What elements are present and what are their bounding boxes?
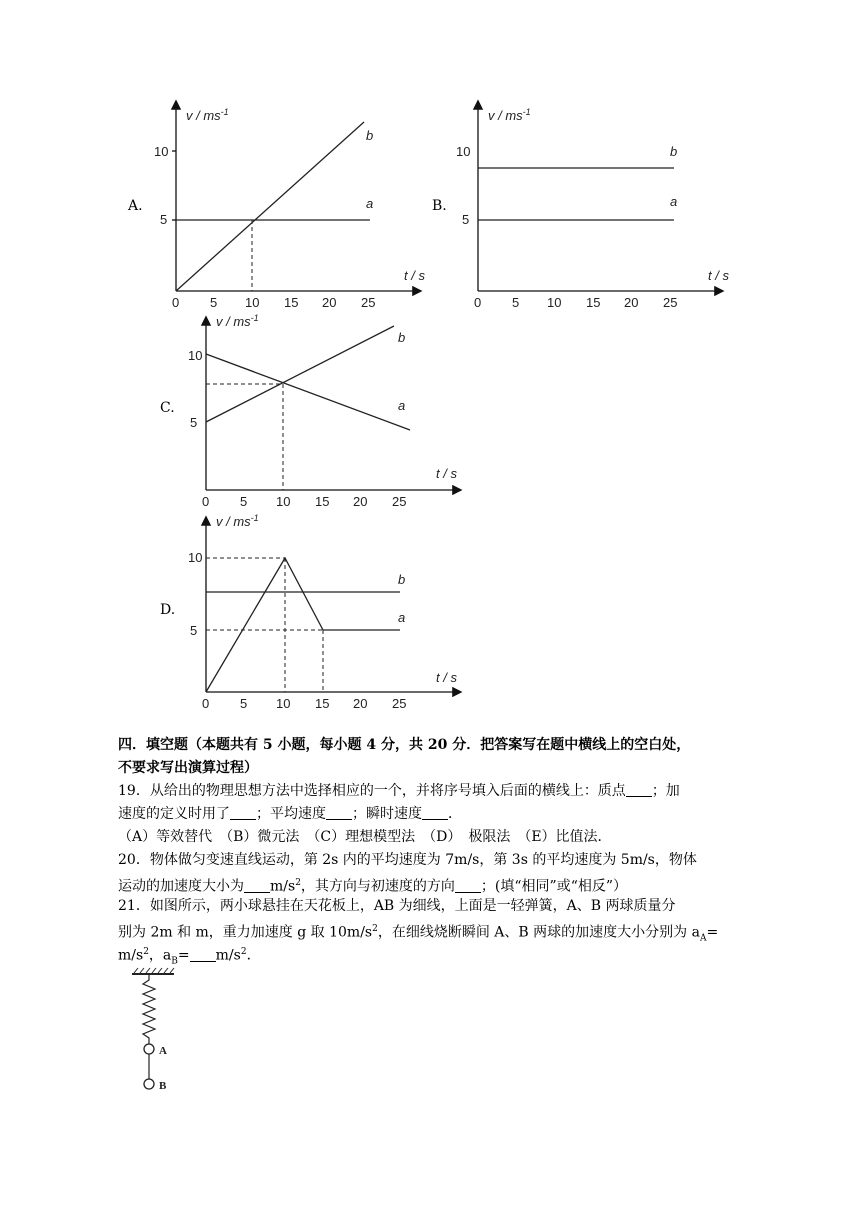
answer-blank[interactable]	[326, 805, 352, 820]
option-d-label: D.	[160, 602, 176, 618]
graph-b	[442, 96, 732, 316]
answer-blank[interactable]	[626, 782, 652, 797]
q21-line2: 别为 2m 和 m，重力加速度 g 取 $10m/s^2$，在细线烧断瞬间 A、B 两球的加速度大小分别为 $a_A=$	[118, 924, 719, 944]
y-axis-label: v / $ms^{-1}$	[216, 313, 259, 329]
q20-text: ，其方向与初速度的方向	[300, 878, 455, 895]
x-tick-label: 0	[202, 696, 210, 711]
x-axis-label: t / s	[436, 670, 457, 685]
ball-b	[144, 1079, 154, 1089]
q21-text: ．	[246, 947, 261, 964]
y-tick-label: 10	[188, 348, 203, 363]
series-b-label: b	[670, 144, 678, 159]
series-b-label: b	[366, 128, 374, 143]
ball-b-label: B	[159, 1080, 167, 1092]
x-tick-label: 5	[210, 295, 218, 310]
q21-text: 别为 2m 和 m，重力加速度 g 取 10m/s	[118, 924, 373, 941]
x-tick-label: 10	[245, 295, 260, 310]
q19-text: ；加	[651, 783, 680, 799]
series-a-line	[206, 354, 410, 430]
x-tick-label: 25	[392, 494, 407, 509]
y-tick-label: 5	[190, 623, 198, 638]
option-a-label: A.	[128, 198, 143, 214]
q21-text: ，a	[148, 947, 172, 964]
q19-line1	[118, 780, 738, 803]
x-axis-label: t / s	[436, 466, 457, 481]
answer-blank[interactable]	[190, 947, 216, 962]
q21-text: =	[177, 947, 190, 964]
graph-d	[170, 512, 470, 712]
series-a-line	[206, 558, 400, 692]
x-tick-label: 20	[353, 494, 368, 509]
series-a-label: a	[398, 610, 406, 625]
series-a-label: a	[670, 194, 678, 209]
q21-text: =	[706, 924, 719, 941]
q21-text: ，在细线烧断瞬间 A、B 两球的加速度大小分别为 a	[377, 924, 700, 941]
x-tick-label: 15	[315, 696, 330, 711]
series-a-label: a	[366, 196, 374, 211]
q20-text: m/s	[270, 878, 296, 895]
answer-blank[interactable]	[455, 878, 481, 893]
spring-diagram	[128, 966, 188, 1098]
y-tick-label: 5	[190, 415, 198, 430]
section-heading-line2: 不要求写出演算过程）	[118, 760, 258, 776]
x-axis-label: t / s	[404, 268, 425, 283]
y-axis-label: v / $ms^{-1}$	[216, 513, 259, 529]
x-tick-label: 5	[240, 494, 248, 509]
x-tick-label: 25	[392, 696, 407, 711]
q19-text: ．	[448, 806, 462, 822]
series-b-label: b	[398, 330, 406, 345]
q19-options: （A）等效替代 （B）微元法 （C）理想模型法 （D） 极限法 （E）比值法．	[118, 829, 612, 845]
q19-text: 19．从给出的物理思想方法中选择相应的一个，并将序号填入后面的横线上：质点	[118, 783, 626, 799]
x-tick-label: 0	[172, 295, 180, 310]
x-tick-label: 10	[276, 494, 291, 509]
ceiling-hatch	[134, 968, 174, 973]
x-tick-label: 20	[322, 295, 337, 310]
series-b-label: b	[398, 572, 406, 587]
x-tick-label: 15	[315, 494, 330, 509]
y-tick-label: 10	[188, 550, 203, 565]
q21-text: m/s	[118, 947, 144, 964]
graph-c	[170, 312, 470, 512]
y-tick-label: 5	[160, 212, 168, 227]
x-tick-label: 10	[276, 696, 291, 711]
ball-a-label: A	[159, 1045, 167, 1057]
q20-text: 运动的加速度大小为	[118, 878, 244, 895]
q20-line1: 20．物体做匀变速直线运动，第 2s 内的平均速度为 7m/s，第 3s 的平均速度为 5m/s，物体	[118, 852, 697, 868]
answer-blank[interactable]	[422, 805, 448, 820]
x-tick-label: 0	[202, 494, 210, 509]
q21-line1: 21．如图所示，两小球悬挂在天花板上，AB 为细线，上面是一轻弹簧，A、B 两球质量分	[118, 898, 676, 914]
y-tick-label: 10	[456, 144, 471, 159]
x-tick-label: 25	[361, 295, 376, 310]
y-axis-label: v / $ms^{-1}$	[488, 107, 531, 123]
subscript: B	[171, 956, 178, 967]
option-b-label: B.	[432, 198, 447, 214]
y-axis-label: v / $ms^{-1}$	[186, 107, 229, 123]
x-tick-label: 0	[474, 295, 482, 310]
x-tick-label: 25	[663, 295, 678, 310]
section-heading-line1: 四．填空题（本题共有 5 小题，每小题 4 分，共 20 分．把答案写在题中横线上的空白处，	[118, 737, 691, 753]
answer-blank[interactable]	[244, 878, 270, 893]
q19-text: ；瞬时速度	[352, 806, 422, 822]
x-tick-label: 20	[624, 295, 639, 310]
answer-blank[interactable]	[230, 805, 256, 820]
x-tick-label: 5	[512, 295, 520, 310]
series-b-line	[176, 122, 364, 291]
x-axis-label: t / s	[708, 268, 729, 283]
q19-line2	[118, 803, 738, 826]
y-tick-label: 5	[462, 212, 470, 227]
x-tick-label: 15	[586, 295, 601, 310]
y-tick-label: 10	[154, 144, 169, 159]
x-tick-label: 20	[353, 696, 368, 711]
series-b-line	[206, 326, 394, 422]
q20-line2: 运动的加速度大小为 $m/s^2$，其方向与初速度的方向 ；(填“相同”或“相反”）	[118, 878, 628, 895]
q19-text: 速度的定义时用了	[118, 806, 230, 822]
q19-text: ；平均速度	[256, 806, 326, 822]
series-a-label: a	[398, 398, 406, 413]
subscript: A	[699, 933, 707, 944]
q21-text: m/s	[215, 947, 241, 964]
x-tick-label: 15	[284, 295, 299, 310]
q20-text: ；(填“相同”或“相反”）	[480, 878, 628, 895]
x-tick-label: 5	[240, 696, 248, 711]
option-c-label: C.	[160, 400, 175, 416]
spring	[143, 974, 155, 1044]
graph-a	[140, 96, 430, 316]
x-tick-label: 10	[547, 295, 562, 310]
q21-line3: $m/s^2$，$a_B= m/s^2$．	[118, 947, 261, 967]
ball-a	[144, 1044, 154, 1054]
